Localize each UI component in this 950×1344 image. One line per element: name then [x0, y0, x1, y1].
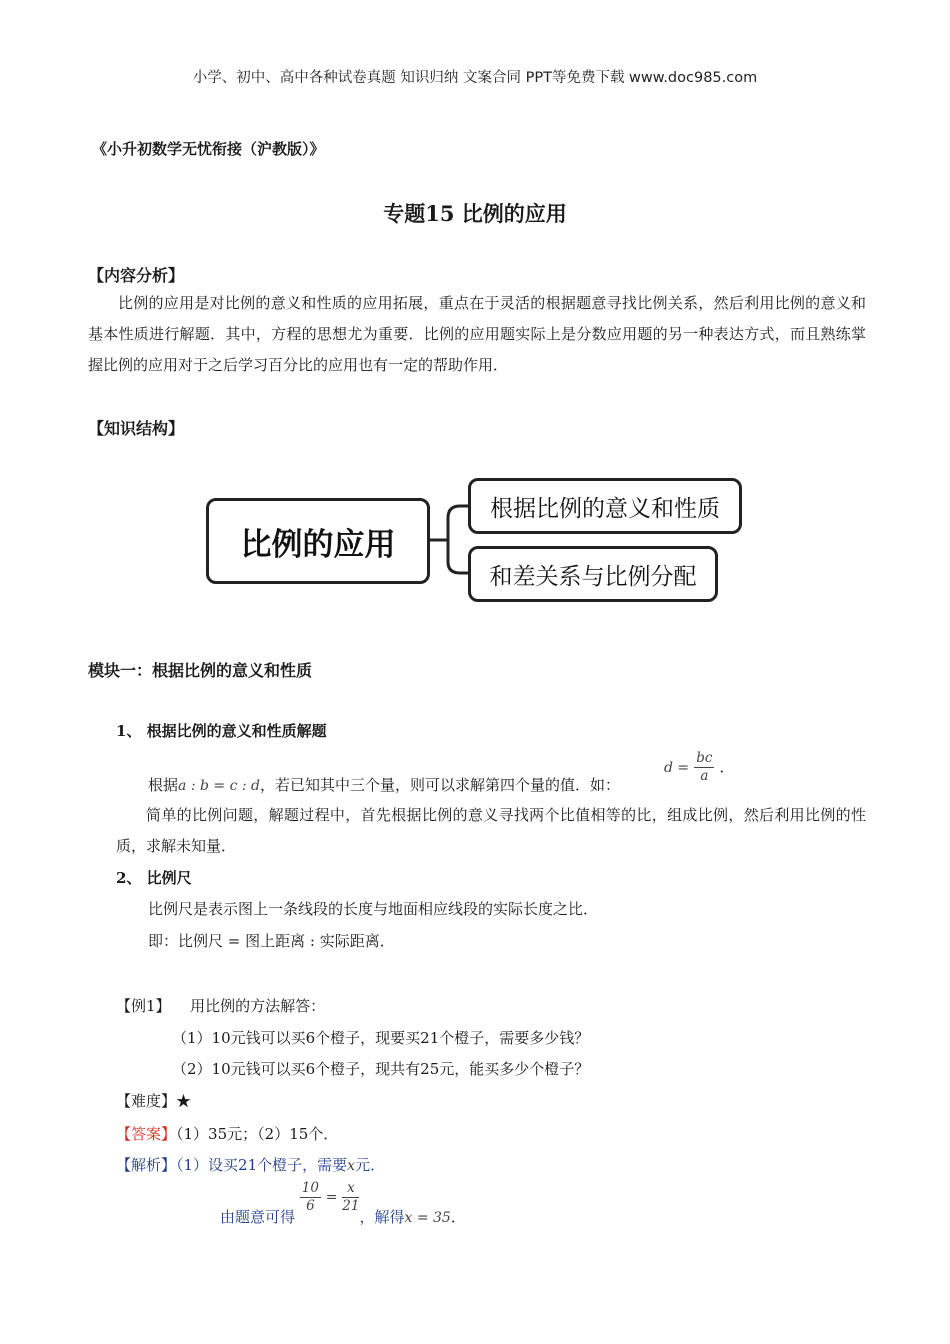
point2-line1: 比例尺是表示图上一条线段的长度与地面相应线段的实际长度之比． — [148, 900, 599, 918]
example1-prompt: 用比例的方法解答： — [190, 997, 326, 1015]
analysis-line2-end: ． — [450, 1207, 466, 1226]
fraction-10-6-denominator: 6 — [306, 1198, 315, 1214]
formula-denominator: a — [700, 768, 709, 784]
mind-map-branch-1-label: 根据比例的意义和性质 — [490, 495, 720, 522]
example1-analysis-line2 — [220, 1180, 466, 1226]
example1-question — [116, 995, 325, 1016]
solution-value: x = 35 — [404, 1209, 451, 1226]
example1-answer — [116, 1123, 338, 1144]
example1-part1: （1）10元钱可以买6个橙子，现要买21个橙子，需要多少钱？ — [172, 1029, 590, 1047]
fraction-x-21-numerator: x — [342, 1180, 359, 1198]
point1-middle: ，若已知其中三个量，则可以求解第四个量的值．如： — [260, 776, 621, 794]
point2-heading: 2、 比例尺 — [116, 869, 192, 887]
module-title: 模块一：根据比例的意义和性质 — [88, 661, 313, 680]
analysis-line2-mid: ，解得 — [359, 1207, 405, 1226]
formula-lhs: d = — [664, 760, 690, 776]
analysis-label: 【解析】 — [116, 1156, 177, 1174]
difficulty-stars: ★ — [176, 1092, 192, 1110]
example1-label: 【例1】 — [116, 997, 171, 1015]
page-title: 专题15 比例的应用 — [383, 201, 567, 226]
difficulty-label: 【难度】 — [116, 1092, 177, 1110]
site-header: 小学、初中、高中各种试卷真题 知识归纳 文案合同 PPT等免费下载 www.doc985.com — [192, 70, 758, 86]
example1-difficulty — [116, 1090, 191, 1111]
mind-map-branch-2-label: 和差关系与比例分配 — [489, 563, 697, 590]
analysis-line1-b: 元． — [355, 1156, 386, 1174]
example1-part2: （2）10元钱可以买6个橙子，现共有25元，能买多少个橙子？ — [172, 1060, 590, 1078]
fraction-x-21-denominator: 21 — [342, 1198, 360, 1214]
equals-sign: = — [325, 1189, 338, 1206]
point2-line2: 即：比例尺 = 图上距离 : 实际距离． — [148, 932, 395, 950]
series-title: 《小升初数学无忧衔接（沪教版）》 — [92, 140, 325, 158]
mind-map-root — [206, 498, 430, 584]
mind-map-branch-1 — [468, 478, 742, 534]
analysis-variable: x — [347, 1158, 356, 1174]
answer-label: 【答案】 — [116, 1125, 177, 1143]
analysis-line2-prefix: 由题意可得 — [220, 1207, 296, 1226]
fraction-10-6 — [300, 1180, 321, 1215]
example1-analysis-line1 — [116, 1154, 385, 1175]
analysis-line1-a: （1）设买21个橙子，需要 — [176, 1156, 348, 1174]
fraction-x-21 — [342, 1180, 359, 1215]
formula-numerator: bc — [696, 750, 713, 766]
answer-text: （1）35元；（2）15个． — [176, 1125, 339, 1143]
formula-end: ． — [719, 758, 735, 776]
mind-map-branch-2 — [468, 546, 718, 602]
point1-prefix: 根据 — [148, 776, 179, 794]
knowledge-structure-heading: 【知识结构】 — [88, 419, 185, 438]
proportion-formula: a : b = c : d — [178, 778, 260, 794]
content-analysis-paragraph: 比例的应用是对比例的意义和性质的应用拓展，重点在于灵活的根据题意寻找比例关系，然后利用比例的意义和基本性质进行解题．其中，方程的思想尤为重要．比例的应用题实际上是分数应用题的另一种表达方式，而且熟练掌握比例的应用对于之后学习百分比的应用也有一定的帮助作用． — [88, 294, 866, 374]
fraction-10-6-numerator: 10 — [301, 1180, 319, 1196]
point1-line1 — [148, 774, 620, 795]
point1-paragraph2: 简单的比例问题，解题过程中，首先根据比例的意义寻找两个比值相等的比，组成比例，然后利用比例的性质，求解未知量． — [116, 806, 866, 855]
content-analysis-heading: 【内容分析】 — [88, 266, 185, 285]
mind-map-root-label: 比例的应用 — [240, 526, 396, 563]
formula-fraction — [694, 750, 714, 785]
fourth-term-formula — [664, 750, 735, 785]
point1-heading: 1、 根据比例的意义和性质解题 — [116, 722, 327, 740]
